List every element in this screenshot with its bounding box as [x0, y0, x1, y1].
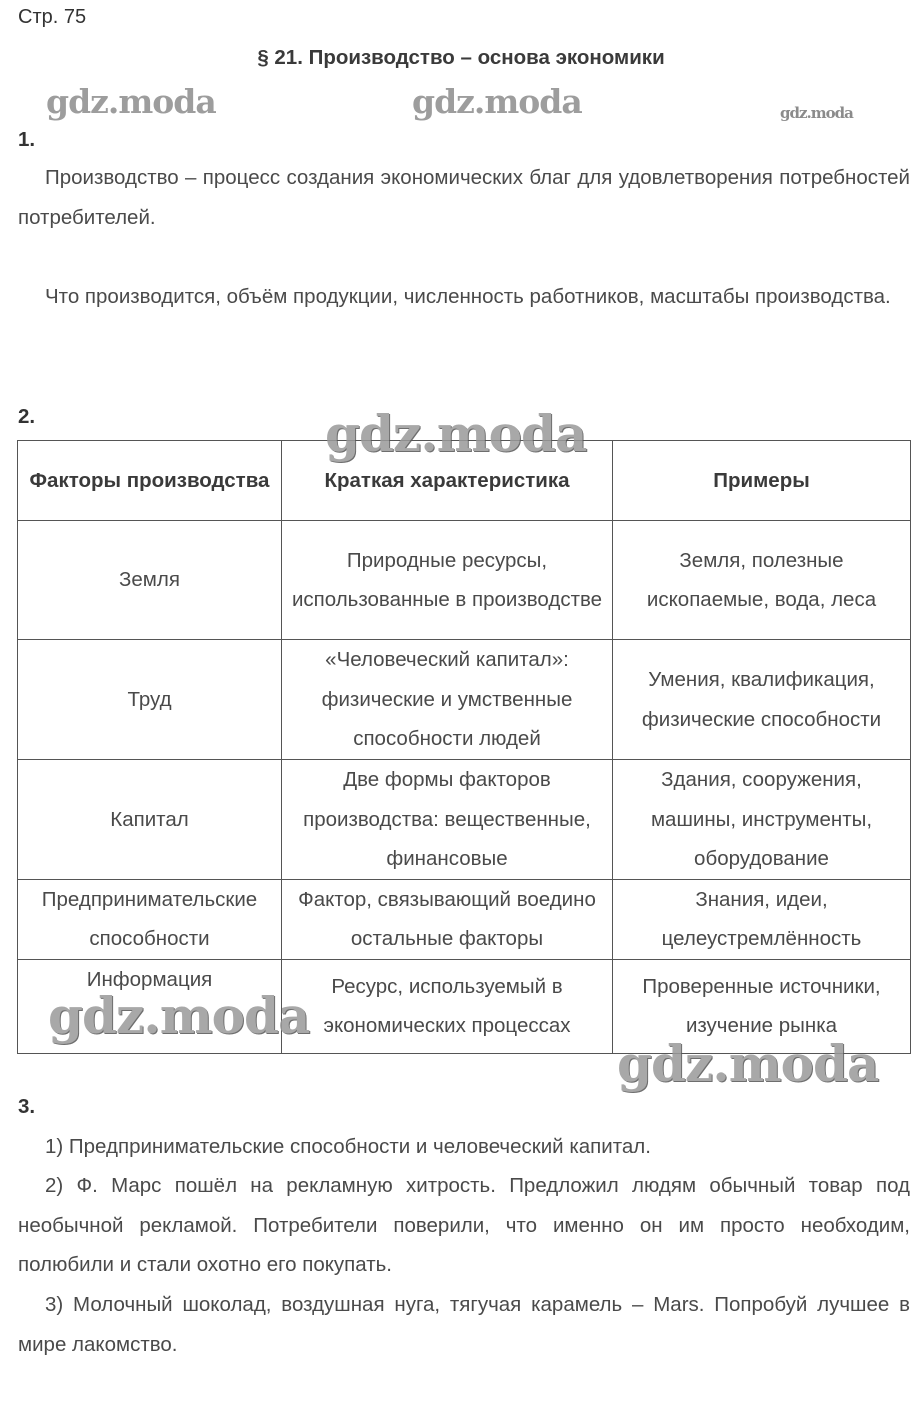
section-3-number: 3. — [18, 1095, 36, 1118]
section-1-number: 1. — [18, 128, 36, 151]
table-row — [18, 521, 911, 640]
watermark: gdz.moda — [325, 404, 587, 463]
answer-item-2: 2) Ф. Марс пошёл на рекламную хитрость. Предложил людям обычный товар под необычной рекламой. Потребители поверили, что именно он им просто необходим, полюбили и стали охотно его покупать. — [18, 1174, 910, 1276]
table-header-cell: Примеры — [613, 441, 911, 521]
table-cell: Информация — [18, 959, 282, 1053]
watermark: gdz.moda — [780, 104, 853, 122]
page-number: Стр. 75 — [18, 6, 87, 28]
answer-item-3: 3) Молочный шоколад, воздушная нуга, тягучая карамель – Mars. Попробуй лучшее в мире лакомство. — [18, 1293, 910, 1356]
table-cell: Предпринимательские способности — [18, 879, 282, 959]
table-header-cell: Краткая характеристика — [282, 441, 613, 521]
definition-paragraph: Производство – процесс создания экономических благ для удовлетворения потребностей потребителей. — [18, 166, 910, 229]
table-cell: Две формы факторов производства: вещественные, финансовые — [282, 760, 613, 880]
watermark: gdz.moda — [617, 1034, 879, 1093]
table-cell: Ресурс, используемый в экономических процессах — [282, 959, 613, 1053]
table-cell: Капитал — [18, 760, 282, 880]
table-cell: Природные ресурсы, использованные в производстве — [282, 521, 613, 640]
table-cell: «Человеческий капитал»: физические и умственные способности людей — [282, 640, 613, 760]
watermark: gdz.moda — [46, 82, 216, 121]
table-cell: Здания, сооружения, машины, инструменты, оборудование — [613, 760, 911, 880]
table-cell: Знания, идеи, целеустремлённость — [613, 879, 911, 959]
table-cell: Умения, квалификация, физические способности — [613, 640, 911, 760]
factors-table — [17, 440, 911, 1054]
table-cell: Земля, полезные ископаемые, вода, леса — [613, 521, 911, 640]
table-cell: Фактор, связывающий воедино остальные факторы — [282, 879, 613, 959]
table-cell: Земля — [18, 521, 282, 640]
production-parameters-paragraph: Что производится, объём продукции, численность работников, масштабы производства. — [45, 285, 891, 308]
table-row — [18, 879, 911, 959]
table-row — [18, 760, 911, 880]
watermark: gdz.moda — [412, 82, 582, 121]
page-title: § 21. Производство – основа экономики — [257, 46, 665, 69]
table-row — [18, 640, 911, 760]
table-cell: Труд — [18, 640, 282, 760]
watermark: gdz.moda — [48, 986, 310, 1045]
answer-item-1: 1) Предпринимательские способности и человеческий капитал. — [45, 1135, 651, 1158]
table-cell: Проверенные источники, изучение рынка — [613, 959, 911, 1053]
section-2-number: 2. — [18, 405, 36, 428]
table-header-cell: Факторы производства — [18, 441, 282, 521]
